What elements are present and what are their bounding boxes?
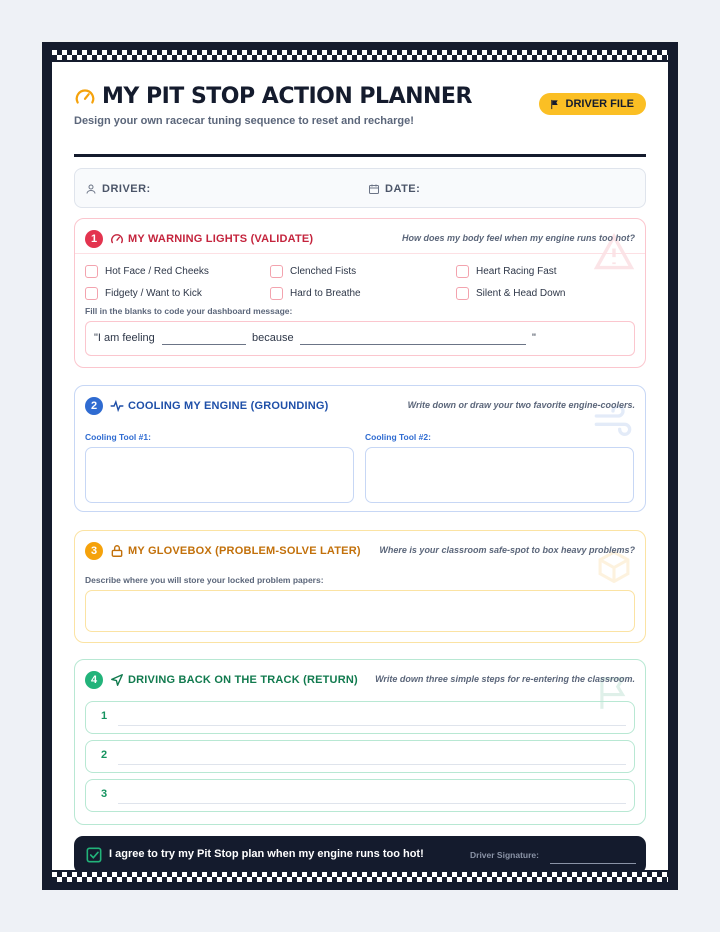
sentence-part-2: because bbox=[252, 332, 294, 344]
navigation-arrow-icon bbox=[110, 673, 124, 687]
checkbox[interactable] bbox=[270, 265, 283, 278]
step-line bbox=[118, 725, 626, 726]
cooling-tool-2-box[interactable] bbox=[365, 447, 634, 503]
section-title: DRIVING BACK ON THE TRACK (RETURN) bbox=[128, 674, 358, 686]
step-row-2[interactable] bbox=[85, 740, 635, 773]
driver-name-line[interactable] bbox=[155, 169, 353, 170]
glovebox-answer-box[interactable] bbox=[85, 590, 635, 632]
option-label: Hard to Breathe bbox=[290, 288, 361, 299]
section-question: Write down three simple steps for re-entering the classroom. bbox=[375, 674, 635, 684]
step-row-1[interactable] bbox=[85, 701, 635, 734]
step-line bbox=[118, 803, 626, 804]
warning-lights-section bbox=[74, 218, 646, 368]
section-question: How does my body feel when my engine runs too hot? bbox=[401, 233, 635, 243]
track-section bbox=[74, 659, 646, 825]
calendar-icon bbox=[368, 183, 380, 195]
lock-icon bbox=[110, 544, 124, 558]
cooling-tool-2-label: Cooling Tool #2: bbox=[365, 432, 431, 442]
glovebox-label: Describe where you will store your locked problem papers: bbox=[85, 575, 324, 585]
signature-line[interactable] bbox=[550, 863, 636, 864]
signature-label: Driver Signature: bbox=[470, 850, 539, 860]
option-label: Hot Face / Red Cheeks bbox=[105, 266, 209, 277]
checkbox[interactable] bbox=[85, 265, 98, 278]
option-hot-face[interactable] bbox=[85, 265, 209, 278]
badge-label: DRIVER FILE bbox=[565, 98, 634, 110]
because-blank[interactable] bbox=[300, 344, 526, 345]
section-number: 4 bbox=[85, 671, 103, 689]
user-icon bbox=[85, 183, 97, 195]
section-title: COOLING MY ENGINE (GROUNDING) bbox=[128, 400, 329, 412]
step-line bbox=[118, 764, 626, 765]
checkered-border-bottom bbox=[52, 872, 668, 882]
option-heart-racing[interactable] bbox=[456, 265, 557, 278]
section-title: MY GLOVEBOX (PROBLEM-SOLVE LATER) bbox=[128, 545, 361, 557]
dashboard-message-box bbox=[85, 321, 635, 356]
worksheet bbox=[52, 62, 668, 870]
checkbox[interactable] bbox=[456, 265, 469, 278]
option-label: Clenched Fists bbox=[290, 266, 357, 277]
section-divider bbox=[75, 253, 645, 254]
step-row-3[interactable] bbox=[85, 779, 635, 812]
glovebox-section bbox=[74, 530, 646, 643]
step-number: 1 bbox=[100, 710, 108, 722]
checkered-border-top bbox=[52, 50, 668, 60]
agreement-footer bbox=[74, 836, 646, 874]
page-subtitle: Design your own racecar tuning sequence to reset and recharge! bbox=[74, 115, 414, 127]
section-question: Where is your classroom safe-spot to box heavy problems? bbox=[379, 545, 635, 555]
page-frame bbox=[42, 42, 678, 890]
driver-field bbox=[85, 169, 151, 209]
checkbox[interactable] bbox=[456, 287, 469, 300]
checkbox[interactable] bbox=[85, 287, 98, 300]
flag-icon bbox=[549, 99, 560, 110]
speedometer-icon bbox=[74, 86, 96, 108]
option-clenched-fists[interactable] bbox=[270, 265, 356, 278]
section-question: Write down or draw your two favorite engine-coolers. bbox=[407, 400, 635, 410]
fill-hint: Fill in the blanks to code your dashboard message: bbox=[85, 306, 293, 316]
option-label: Silent & Head Down bbox=[476, 288, 566, 299]
date-field bbox=[368, 169, 420, 209]
section-number: 3 bbox=[85, 542, 103, 560]
date-label: DATE: bbox=[385, 183, 421, 195]
step-number: 3 bbox=[100, 788, 108, 800]
checked-box-icon[interactable] bbox=[86, 847, 102, 863]
agreement-text: I agree to try my Pit Stop plan when my engine runs too hot! bbox=[109, 848, 424, 860]
date-line[interactable] bbox=[425, 169, 635, 170]
page-title: MY PIT STOP ACTION PLANNER bbox=[102, 84, 472, 109]
driver-label: DRIVER: bbox=[102, 183, 151, 195]
checkbox[interactable] bbox=[270, 287, 283, 300]
option-label: Fidgety / Want to Kick bbox=[105, 288, 202, 299]
section-number: 2 bbox=[85, 397, 103, 415]
option-hard-to-breathe[interactable] bbox=[270, 287, 361, 300]
sentence-part-1: "I am feeling bbox=[94, 332, 155, 344]
section-title: MY WARNING LIGHTS (VALIDATE) bbox=[128, 233, 314, 245]
gauge-icon bbox=[110, 232, 124, 246]
option-label: Heart Racing Fast bbox=[476, 266, 557, 277]
option-fidgety[interactable] bbox=[85, 287, 202, 300]
section-number: 1 bbox=[85, 230, 103, 248]
cooling-tool-1-box[interactable] bbox=[85, 447, 354, 503]
feeling-blank[interactable] bbox=[162, 344, 246, 345]
cooling-tool-1-label: Cooling Tool #1: bbox=[85, 432, 151, 442]
driver-bar bbox=[74, 168, 646, 208]
driver-file-badge bbox=[539, 93, 646, 115]
header-rule bbox=[74, 154, 646, 157]
option-silent[interactable] bbox=[456, 287, 566, 300]
cooling-section bbox=[74, 385, 646, 512]
header bbox=[74, 84, 646, 138]
step-number: 2 bbox=[100, 749, 108, 761]
sentence-part-3: " bbox=[532, 332, 536, 344]
pulse-icon bbox=[110, 399, 124, 413]
